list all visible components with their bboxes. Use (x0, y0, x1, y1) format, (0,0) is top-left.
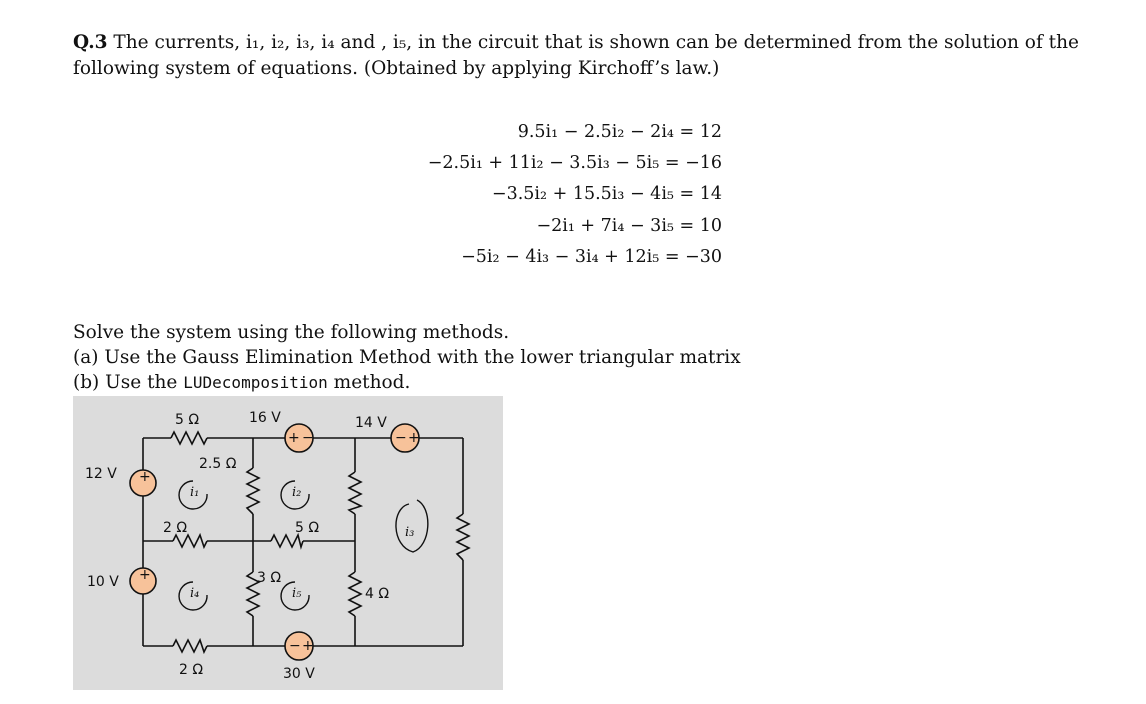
label-v10: 10 V (87, 574, 119, 590)
instructions-part-b (73, 370, 741, 395)
label-i3: i₃ (405, 525, 415, 540)
label-i2: i₂ (292, 485, 302, 500)
component-labels (85, 410, 389, 682)
instructions-intro: Solve the system using the following methods. (73, 322, 510, 343)
circuit-diagram (73, 396, 503, 690)
equation-4: −2i₁ + 7i₄ − 3i₅ = 10 (536, 216, 722, 236)
label-v14: 14 V (355, 415, 387, 431)
resistor-2-5ohm (247, 468, 259, 514)
label-r-top: 5 Ω (175, 412, 200, 428)
polarity-mark: − (395, 430, 407, 446)
label-r25: 2.5 Ω (199, 456, 237, 472)
source-polarity (139, 430, 420, 654)
label-r2-upper: 2 Ω (163, 520, 188, 536)
label-r2-bottom: 2 Ω (179, 662, 204, 678)
part-b-suffix: method. (327, 372, 411, 393)
polarity-mark: + (139, 469, 151, 485)
instructions (73, 320, 741, 395)
question-text (73, 30, 1083, 82)
instructions-part-a: (a) Use the Gauss Elimination Method with the lower triangular matrix (73, 347, 741, 368)
polarity-mark: + (139, 567, 151, 583)
label-r5-mid: 5 Ω (295, 520, 320, 536)
voltage-sources (130, 424, 419, 660)
resistor-5ohm-top (171, 432, 207, 444)
question-number: Q.3 (73, 32, 108, 53)
current-loops (179, 481, 428, 610)
label-v16: 16 V (249, 410, 281, 426)
label-i4: i₄ (190, 586, 200, 601)
label-i1: i₁ (190, 485, 200, 500)
resistor-5ohm-mid (271, 535, 303, 547)
label-v12: 12 V (85, 466, 117, 482)
label-r3: 3 Ω (257, 570, 282, 586)
resistor-far-right (457, 514, 469, 560)
resistor-4ohm (349, 572, 361, 616)
label-v30: 30 V (283, 666, 315, 682)
polarity-mark: − (302, 430, 314, 446)
label-r4: 4 Ω (365, 586, 390, 602)
equation-5: −5i₂ − 4i₃ − 3i₄ + 12i₅ = −30 (461, 247, 722, 267)
resistor-2ohm-upper (173, 535, 207, 547)
resistor-2ohm-bottom (173, 640, 207, 652)
equation-3: −3.5i₂ + 15.5i₃ − 4i₅ = 14 (491, 184, 722, 204)
question-line-2: following system of equations. (Obtained by applying Kirchoff’s law.) (73, 58, 720, 79)
equation-1: 9.5i₁ − 2.5i₂ − 2i₄ = 12 (517, 122, 722, 142)
circuit-svg (73, 396, 503, 690)
part-b-prefix: (b) Use the (73, 372, 184, 393)
polarity-mark: + (288, 430, 300, 446)
polarity-mark: + (408, 430, 420, 446)
polarity-mark: − (289, 638, 301, 654)
resistor-5ohm-right (349, 472, 361, 514)
label-i5: i₅ (292, 586, 302, 601)
circuit-wires (143, 432, 469, 652)
question-line-1 (73, 30, 1083, 56)
part-b-code: LUDecomposition (183, 373, 328, 392)
polarity-mark: + (302, 638, 314, 654)
question-body: The currents, i₁, i₂, i₃, i₄ and , i₅, in the circuit that is shown can be determined from the solution of the (113, 32, 1079, 53)
equation-2: −2.5i₁ + 11i₂ − 3.5i₃ − 5i₅ = −16 (427, 153, 722, 173)
